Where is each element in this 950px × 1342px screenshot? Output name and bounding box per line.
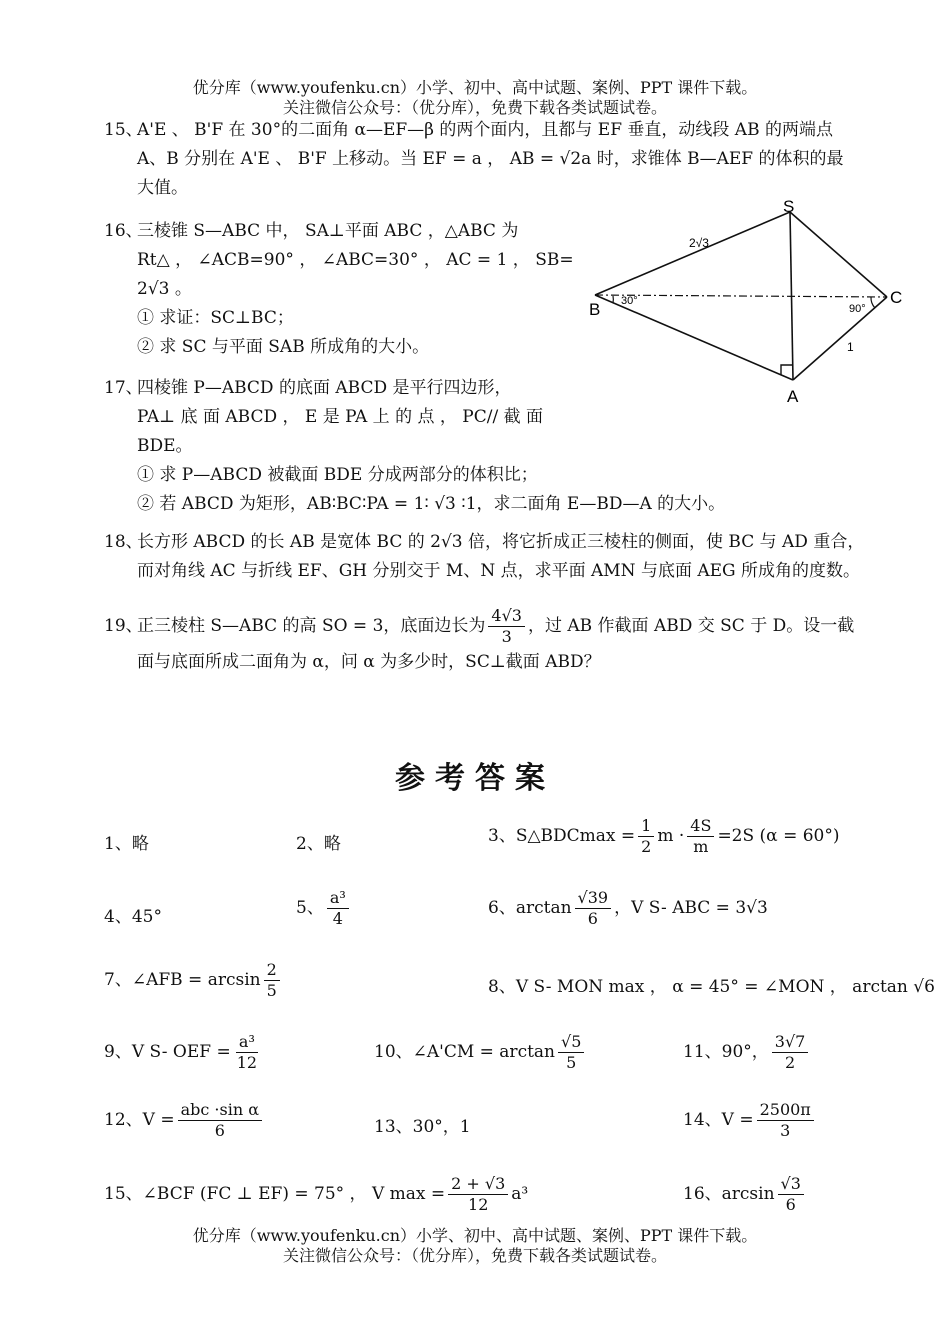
angle-arc-C	[871, 297, 875, 308]
problem-text: 三棱锥 S—ABC 中， SA⊥平面 ABC ，△ABC 为	[137, 221, 519, 241]
answer-6: 6、arctan $\frac{√39}{6}$ ，V S- ABC = 3√3	[488, 888, 768, 928]
answer-5: 5、 $\frac{\text{a³}}{4}$	[296, 888, 352, 929]
problem-text: Rt△ ， ∠ACB=90° ， ∠ABC=30° ， AC = 1 ， SB=	[137, 250, 574, 270]
problem-17	[104, 374, 725, 519]
problem-number: 19、	[104, 616, 143, 636]
problem-number: 17、	[104, 378, 143, 398]
problem-text: 面与底面所成二面角为 α，问 α 为多少时，SC⊥截面 ABD？	[137, 652, 601, 672]
right-angle-mark	[781, 365, 792, 375]
fraction: $\frac{4√3}{3}$	[488, 606, 525, 647]
label-B: B	[589, 300, 601, 319]
problem-15	[104, 116, 844, 203]
problem-text: 正三棱柱 S—ABC 的高 SO = 3，底面边长为	[137, 616, 486, 636]
problem-text: 大值。	[137, 178, 188, 198]
footer-line-1: 优分库（www.youfenku.cn）小学、初中、高中试题、案例、PPT 课件下载。	[192, 1226, 758, 1245]
problem-number: 18、	[104, 532, 143, 552]
label-edge-SB: 2√3	[689, 236, 709, 250]
problem-19	[104, 604, 854, 677]
problem-text: ，过 AB 作截面 ABD 交 SC 于 D。设一截	[527, 616, 855, 636]
answer-10: 10、∠A'CM = arctan $\frac{√5}{5}$	[374, 1032, 587, 1073]
problem-text: 四棱锥 P—ABCD 的底面 ABCD 是平行四边形，	[137, 378, 512, 398]
problem-text: PA⊥ 底 面 ABCD ， E 是 PA 上 的 点 ， PC// 截 面	[137, 407, 543, 427]
label-angle-C: 90°	[849, 303, 866, 315]
label-C: C	[890, 288, 903, 307]
answer-12: 12、V = $\frac{\text{abc ·sin α}}{6}$	[104, 1100, 265, 1141]
answer-14: 14、V = $\frac{2500\pi}{3}$	[683, 1100, 817, 1141]
problem-text: 而对角线 AC 与折线 EF、GH 分别交于 M、N 点，求平面 AMN 与底面 AEG 所成角的度数。	[137, 561, 861, 581]
edge-SB	[595, 212, 790, 295]
problem-18	[104, 528, 864, 586]
answer-15: 15、∠BCF (FC ⊥ EF) = 75° ， V max = $\frac{2 + √3}{12}$ a³	[104, 1174, 529, 1214]
problem-text: A、B 分别在 A'E 、 B'F 上移动。当 EF = a ， AB = √2a 时，求锥体 B—AEF 的体积的最	[137, 149, 844, 169]
sub-question-1: ① 求 P—ABCD 被截面 BDE 分成两部分的体积比；	[137, 465, 538, 485]
answer-9: 9、V S- OEF = $\frac{\text{a³}}{12}$	[104, 1032, 258, 1072]
sub-question-1: ① 求证：SC⊥BC；	[137, 308, 294, 328]
problem-text: A'E 、 B'F 在 30°的二面角 α—EF—β 的两个面内，且都与 EF 垂直，动线段 AB 的两端点	[137, 120, 833, 140]
edge-BA	[595, 295, 793, 380]
answer-2: 2、略	[296, 834, 341, 854]
sub-question-2: ② 求 SC 与平面 SAB 所成角的大小。	[137, 337, 430, 357]
problem-text: 2√3 。	[137, 279, 192, 299]
answer-13: 13、30°，1	[374, 1117, 471, 1137]
answer-7: 7、∠AFB = arcsin $\frac{2}{5}$	[104, 960, 283, 1001]
problem-text: 长方形 ABCD 的长 AB 是宽体 BC 的 2√3 倍，将它折成正三棱柱的侧面，使 BC 与 AD 重合，	[137, 532, 865, 552]
answer-4: 4、45°	[104, 907, 162, 927]
answer-11: 11、90°， $\frac{3√7}{2}$	[683, 1032, 811, 1073]
problem-text: BDE。	[137, 436, 193, 456]
answer-3: 3、S△BDCmax = $\frac{1}{2}$ m · $\frac{4S}{m}$ =2S (α = 60°)	[488, 816, 840, 856]
answer-16: 16、arcsin $\frac{√3}{6}$	[683, 1174, 807, 1215]
header-line-1: 优分库（www.youfenku.cn）小学、初中、高中试题、案例、PPT 课件下载。	[192, 78, 758, 97]
problem-number: 16、	[104, 221, 143, 241]
header-line-2: 关注微信公众号：（优分库），免费下载各类试题试卷。	[282, 98, 667, 117]
edge-SC	[790, 212, 887, 297]
sub-question-2: ② 若 ABCD 为矩形，AB∶BC∶PA = 1∶ √3 ∶1，求二面角 E—BD—A 的大小。	[137, 494, 726, 514]
edge-CA	[793, 297, 887, 380]
label-A: A	[787, 387, 799, 406]
answer-8: 8、V S- MON max ， α = 45° = ∠MON ， arctan √6	[488, 977, 935, 997]
problem-number: 15、	[104, 120, 143, 140]
footer-line-2: 关注微信公众号：（优分库），免费下载各类试题试卷。	[282, 1246, 667, 1265]
label-edge-AC: 1	[847, 340, 854, 354]
label-S: S	[783, 198, 795, 216]
edge-BC-hidden	[595, 295, 887, 297]
answer-1: 1、略	[104, 834, 149, 854]
answers-title: 参考答案	[395, 761, 555, 796]
problem-16	[104, 217, 574, 362]
label-angle-B: 30°	[621, 295, 638, 307]
